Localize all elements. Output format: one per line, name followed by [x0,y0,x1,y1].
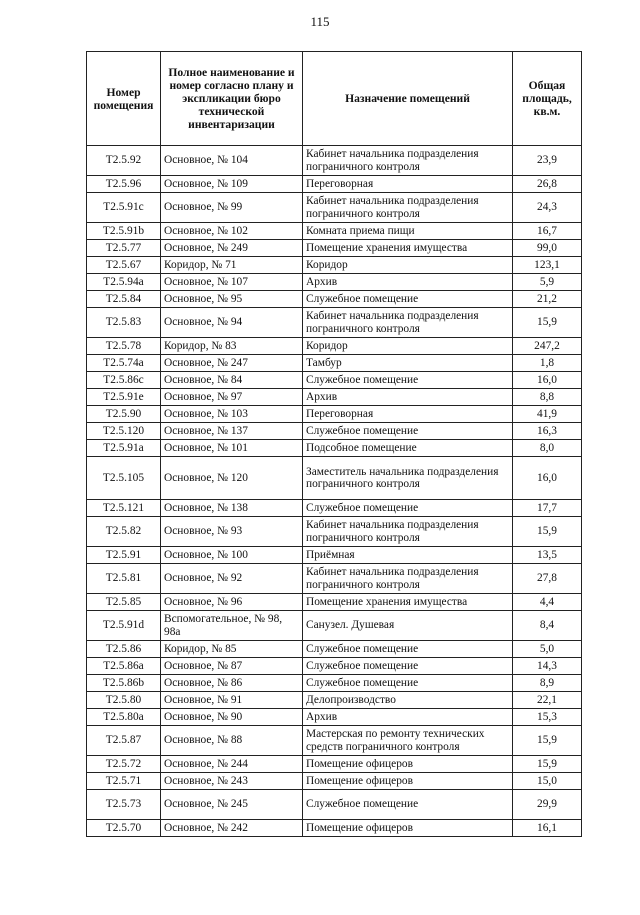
room-purpose-cell: Тамбур [303,355,513,372]
room-purpose-cell: Помещение хранения имущества [303,240,513,257]
room-number-cell: Т2.5.80 [87,692,161,709]
room-name-cell: Основное, № 243 [161,773,303,790]
table-row [87,423,582,440]
room-purpose-cell: Служебное помещение [303,641,513,658]
room-name-cell: Основное, № 138 [161,500,303,517]
room-purpose-cell: Комната приема пищи [303,223,513,240]
room-area-cell: 29,9 [513,790,582,820]
room-purpose-cell: Переговорная [303,406,513,423]
table-row [87,240,582,257]
room-number-cell: Т2.5.86b [87,675,161,692]
room-area-cell: 21,2 [513,291,582,308]
table-row [87,790,582,820]
table-row [87,564,582,594]
room-number-cell: Т2.5.72 [87,756,161,773]
page-number: 115 [310,14,330,29]
room-purpose-cell: Коридор [303,257,513,274]
room-name-cell: Основное, № 107 [161,274,303,291]
room-number-cell: Т2.5.91c [87,193,161,223]
room-area-cell: 99,0 [513,240,582,257]
room-area-cell: 15,9 [513,517,582,547]
room-number-cell: Т2.5.73 [87,790,161,820]
room-purpose-cell: Кабинет начальника подразделения пограничного контроля [303,517,513,547]
room-purpose-cell: Кабинет начальника подразделения пограничного контроля [303,146,513,176]
table-row [87,257,582,274]
room-name-cell: Основное, № 99 [161,193,303,223]
room-name-cell: Основное, № 101 [161,440,303,457]
room-purpose-cell: Архив [303,709,513,726]
room-name-cell: Основное, № 137 [161,423,303,440]
room-area-cell: 23,9 [513,146,582,176]
room-area-cell: 14,3 [513,658,582,675]
room-area-cell: 16,3 [513,423,582,440]
table-row [87,641,582,658]
room-area-cell: 16,7 [513,223,582,240]
room-number-cell: Т2.5.86c [87,372,161,389]
room-name-cell: Основное, № 95 [161,291,303,308]
room-name-cell: Основное, № 102 [161,223,303,240]
room-purpose-cell: Служебное помещение [303,423,513,440]
room-name-cell: Коридор, № 83 [161,338,303,355]
table-row [87,517,582,547]
room-name-cell: Основное, № 84 [161,372,303,389]
room-area-cell: 16,1 [513,820,582,837]
header-room-number: Номер помещения [87,52,161,146]
table-row [87,176,582,193]
room-area-cell: 8,8 [513,389,582,406]
room-purpose-cell: Мастерская по ремонту технических средств пограничного контроля [303,726,513,756]
table-row [87,193,582,223]
table-row [87,338,582,355]
room-area-cell: 24,3 [513,193,582,223]
room-number-cell: Т2.5.96 [87,176,161,193]
table-row [87,372,582,389]
room-name-cell: Основное, № 86 [161,675,303,692]
room-area-cell: 26,8 [513,176,582,193]
room-name-cell: Основное, № 90 [161,709,303,726]
room-area-cell: 17,7 [513,500,582,517]
table-row [87,440,582,457]
room-number-cell: Т2.5.91e [87,389,161,406]
room-area-cell: 15,9 [513,308,582,338]
table-header-row [87,52,582,146]
room-area-cell: 8,0 [513,440,582,457]
room-number-cell: Т2.5.92 [87,146,161,176]
room-number-cell: Т2.5.82 [87,517,161,547]
room-number-cell: Т2.5.87 [87,726,161,756]
room-purpose-cell: Переговорная [303,176,513,193]
room-purpose-cell: Служебное помещение [303,372,513,389]
room-purpose-cell: Приёмная [303,547,513,564]
room-name-cell: Основное, № 100 [161,547,303,564]
table-row [87,223,582,240]
room-number-cell: Т2.5.91b [87,223,161,240]
room-area-cell: 15,9 [513,756,582,773]
room-area-cell: 16,0 [513,457,582,500]
room-name-cell: Коридор, № 71 [161,257,303,274]
room-number-cell: Т2.5.70 [87,820,161,837]
room-area-cell: 247,2 [513,338,582,355]
table-row [87,611,582,641]
room-purpose-cell: Служебное помещение [303,291,513,308]
room-purpose-cell: Кабинет начальника подразделения пограничного контроля [303,564,513,594]
room-purpose-cell: Заместитель начальника подразделения пограничного контроля [303,457,513,500]
room-number-cell: Т2.5.86 [87,641,161,658]
room-name-cell: Основное, № 88 [161,726,303,756]
room-name-cell: Основное, № 245 [161,790,303,820]
table-row [87,406,582,423]
table-row [87,146,582,176]
room-area-cell: 16,0 [513,372,582,389]
room-name-cell: Основное, № 120 [161,457,303,500]
room-name-cell: Основное, № 92 [161,564,303,594]
room-name-cell: Основное, № 103 [161,406,303,423]
room-area-cell: 22,1 [513,692,582,709]
room-area-cell: 27,8 [513,564,582,594]
room-purpose-cell: Санузел. Душевая [303,611,513,641]
room-name-cell: Основное, № 244 [161,756,303,773]
table-row [87,726,582,756]
table-row [87,658,582,675]
room-number-cell: Т2.5.91a [87,440,161,457]
table-row [87,274,582,291]
room-number-cell: Т2.5.86a [87,658,161,675]
room-name-cell: Основное, № 109 [161,176,303,193]
table-row [87,291,582,308]
room-number-cell: Т2.5.91 [87,547,161,564]
room-area-cell: 15,9 [513,726,582,756]
room-area-cell: 15,3 [513,709,582,726]
room-number-cell: Т2.5.94a [87,274,161,291]
room-purpose-cell: Служебное помещение [303,790,513,820]
room-name-cell: Основное, № 97 [161,389,303,406]
table-row [87,756,582,773]
table-row [87,594,582,611]
room-number-cell: Т2.5.74a [87,355,161,372]
header-area: Общая площадь, кв.м. [513,52,582,146]
room-purpose-cell: Помещение офицеров [303,820,513,837]
table-row [87,308,582,338]
room-number-cell: Т2.5.80a [87,709,161,726]
room-number-cell: Т2.5.83 [87,308,161,338]
table-row [87,457,582,500]
room-name-cell: Основное, № 94 [161,308,303,338]
room-purpose-cell: Подсобное помещение [303,440,513,457]
room-purpose-cell: Помещение офицеров [303,773,513,790]
rooms-table [86,51,582,837]
room-purpose-cell: Служебное помещение [303,658,513,675]
room-number-cell: Т2.5.85 [87,594,161,611]
room-purpose-cell: Служебное помещение [303,500,513,517]
room-area-cell: 13,5 [513,547,582,564]
room-number-cell: Т2.5.81 [87,564,161,594]
room-number-cell: Т2.5.105 [87,457,161,500]
table-row [87,500,582,517]
room-number-cell: Т2.5.84 [87,291,161,308]
room-purpose-cell: Архив [303,389,513,406]
room-purpose-cell: Кабинет начальника подразделения пограничного контроля [303,193,513,223]
room-purpose-cell: Коридор [303,338,513,355]
room-area-cell: 5,9 [513,274,582,291]
table-row [87,820,582,837]
table-row [87,547,582,564]
room-name-cell: Основное, № 242 [161,820,303,837]
table-row [87,389,582,406]
room-area-cell: 8,4 [513,611,582,641]
room-purpose-cell: Архив [303,274,513,291]
room-area-cell: 41,9 [513,406,582,423]
header-purpose: Назначение помещений [303,52,513,146]
room-name-cell: Основное, № 93 [161,517,303,547]
room-area-cell: 4,4 [513,594,582,611]
table-row [87,709,582,726]
room-area-cell: 123,1 [513,257,582,274]
room-purpose-cell: Делопроизводство [303,692,513,709]
room-name-cell: Вспомогательное, № 98, 98a [161,611,303,641]
room-purpose-cell: Помещение хранения имущества [303,594,513,611]
room-name-cell: Основное, № 249 [161,240,303,257]
room-number-cell: Т2.5.71 [87,773,161,790]
room-name-cell: Основное, № 104 [161,146,303,176]
room-name-cell: Основное, № 87 [161,658,303,675]
room-number-cell: Т2.5.78 [87,338,161,355]
room-area-cell: 15,0 [513,773,582,790]
room-name-cell: Коридор, № 85 [161,641,303,658]
room-number-cell: Т2.5.90 [87,406,161,423]
room-number-cell: Т2.5.91d [87,611,161,641]
room-area-cell: 8,9 [513,675,582,692]
table-row [87,355,582,372]
table-row [87,675,582,692]
room-number-cell: Т2.5.77 [87,240,161,257]
room-purpose-cell: Служебное помещение [303,675,513,692]
room-purpose-cell: Кабинет начальника подразделения пограничного контроля [303,308,513,338]
room-area-cell: 5,0 [513,641,582,658]
room-area-cell: 1,8 [513,355,582,372]
room-number-cell: Т2.5.120 [87,423,161,440]
room-name-cell: Основное, № 247 [161,355,303,372]
room-name-cell: Основное, № 91 [161,692,303,709]
room-number-cell: Т2.5.121 [87,500,161,517]
room-name-cell: Основное, № 96 [161,594,303,611]
table-row [87,773,582,790]
header-full-name: Полное наименование и номер согласно плану и экспликации бюро технической инвентаризации [161,52,303,146]
table-row [87,692,582,709]
room-number-cell: Т2.5.67 [87,257,161,274]
room-purpose-cell: Помещение офицеров [303,756,513,773]
